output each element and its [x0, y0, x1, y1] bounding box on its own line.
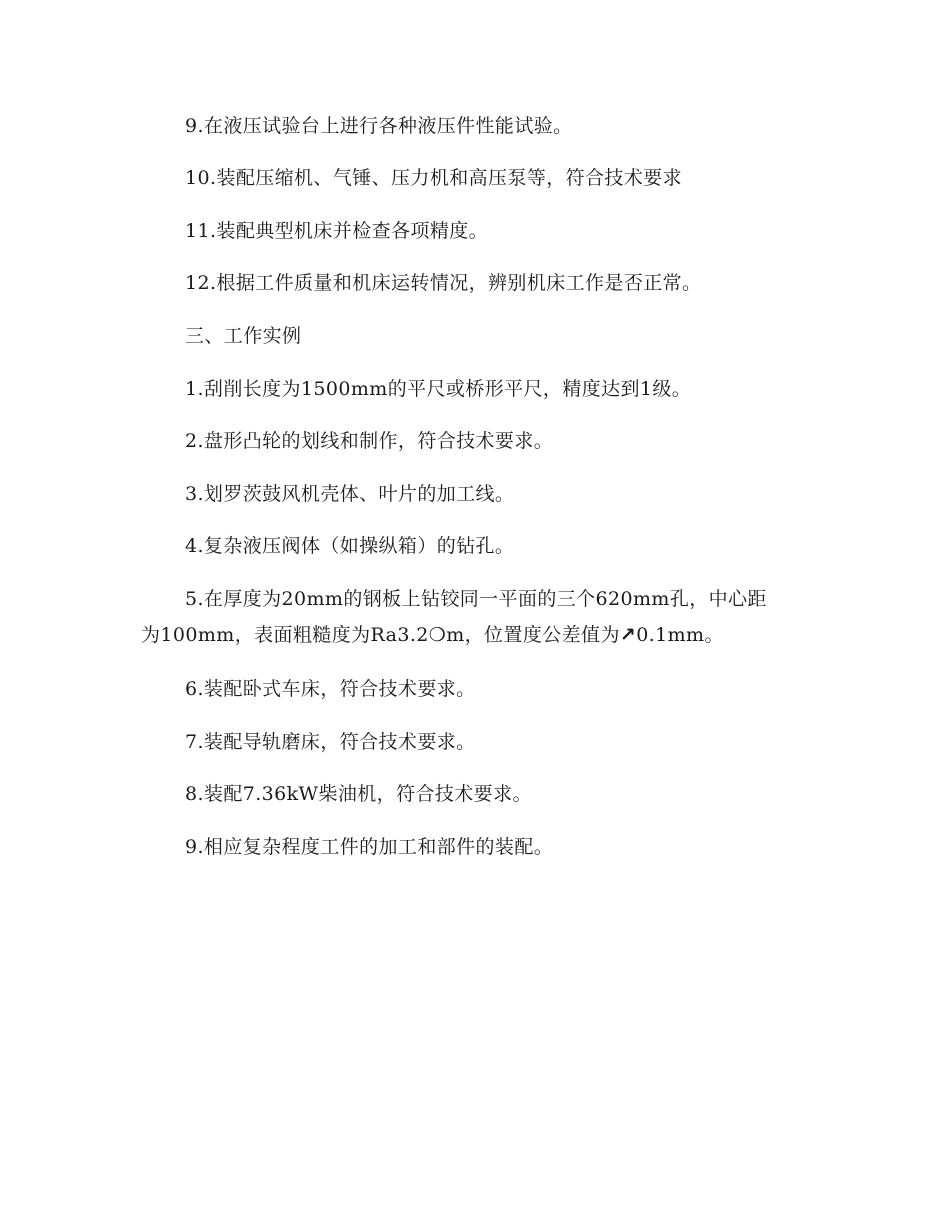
section-heading: 三、工作实例 [185, 325, 302, 347]
example-5-line-2 [141, 622, 724, 648]
example-5-text-b: m，位置度公差值为 [446, 624, 620, 646]
item-10-line: 10.装配压缩机、气锤、压力机和高压泵等，符合技术要求 [185, 167, 683, 189]
micro-symbol-glyph: ❍ [428, 624, 447, 646]
example-1-line: 1.刮削长度为1500mm的平尺或桥形平尺，精度达到1级。 [185, 378, 692, 400]
position-tolerance-symbol-glyph: ↗ [619, 624, 637, 646]
item-11-line: 11.装配典型机床并检查各项精度。 [185, 220, 489, 242]
example-6-line: 6.装配卧式车床，符合技术要求。 [185, 678, 476, 700]
example-5-text-c: 0.1mm。 [636, 624, 724, 646]
item-12-line: 12.根据工件质量和机床运转情况，辨别机床工作是否正常。 [185, 272, 702, 294]
example-9-line: 9.相应复杂程度工件的加工和部件的装配。 [185, 836, 554, 858]
example-4-line: 4.复杂液压阀体（如操纵箱）的钻孔。 [185, 535, 515, 557]
example-3-line: 3.划罗茨鼓风机壳体、叶片的加工线。 [185, 483, 515, 505]
item-9-line: 9.在液压试验台上进行各种液压件性能试验。 [185, 115, 573, 137]
example-5-text-a: 为100mm，表面粗糙度为Ra3.2 [141, 624, 429, 646]
example-5-line-1: 5.在厚度为20mm的钢板上钻铰同一平面的三个620mm孔，中心距 [185, 588, 767, 610]
example-7-line: 7.装配导轨磨床，符合技术要求。 [185, 731, 476, 753]
example-8-line: 8.装配7.36kW柴油机，符合技术要求。 [185, 783, 532, 805]
example-2-line: 2.盘形凸轮的划线和制作，符合技术要求。 [185, 430, 554, 452]
